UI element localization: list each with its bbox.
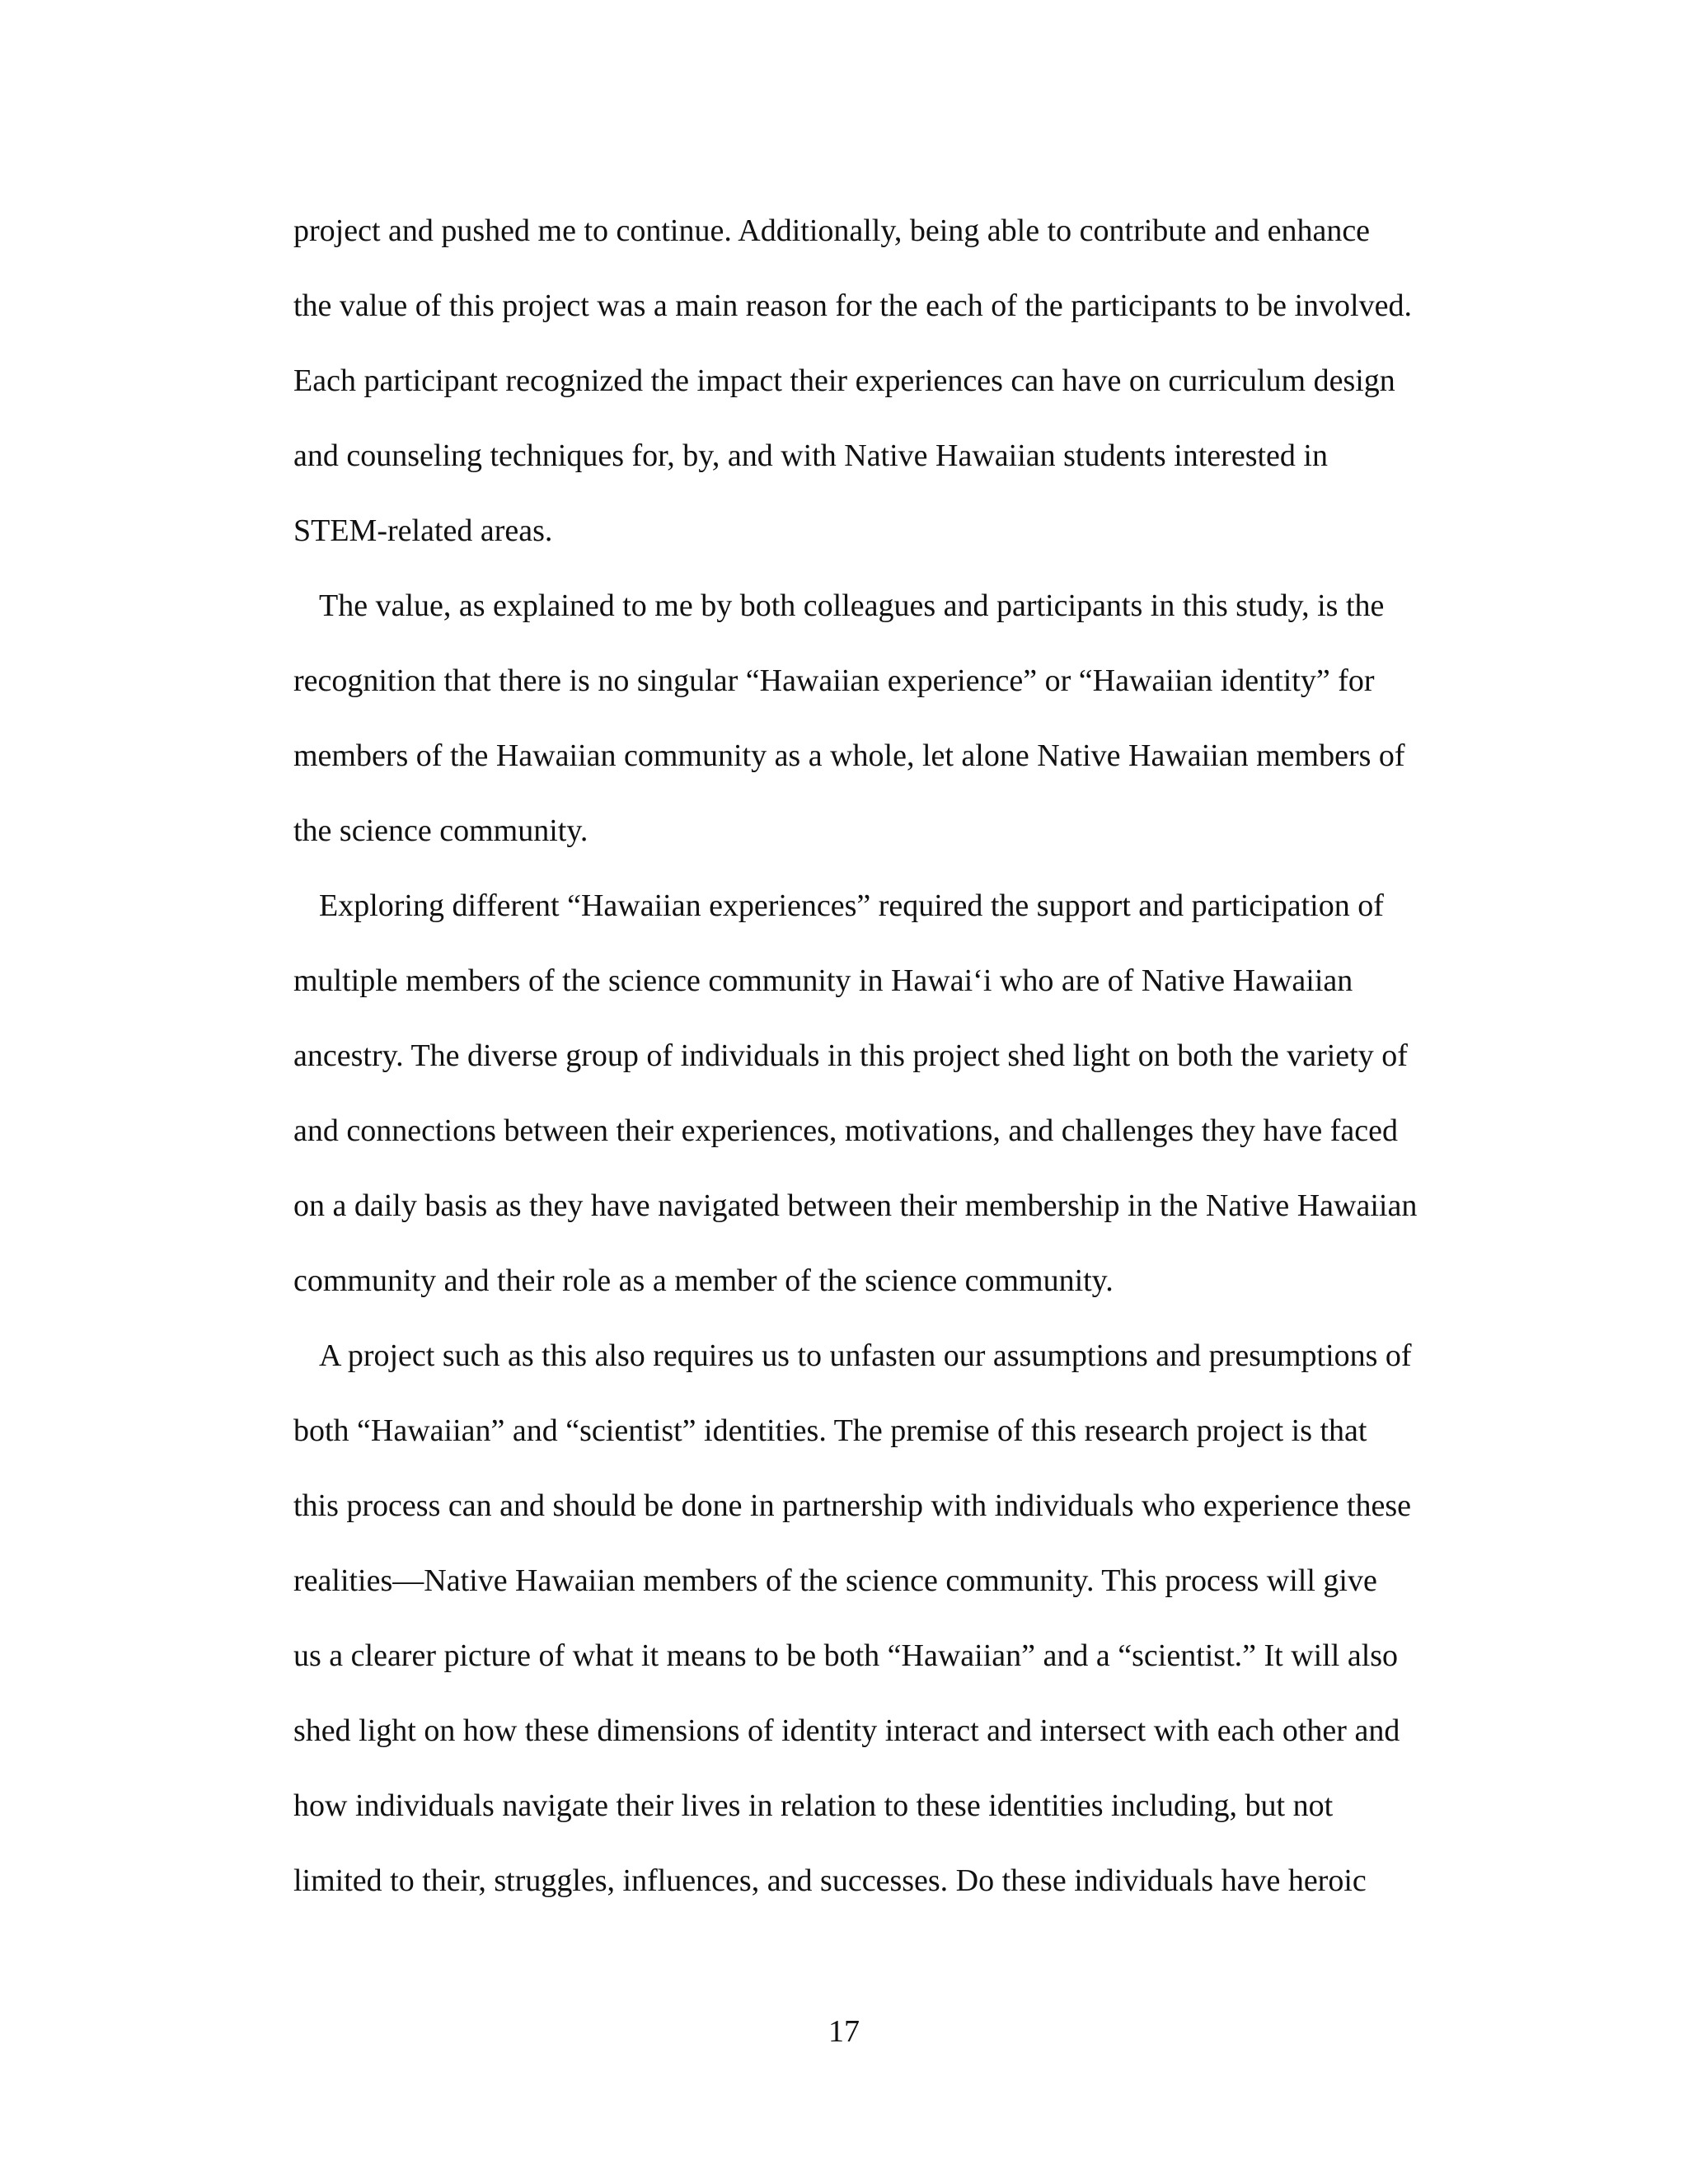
text-line: the science community.: [293, 813, 588, 848]
text-line: STEM-related areas.: [293, 513, 553, 548]
page-number: 17: [828, 2014, 860, 2049]
text-line: multiple members of the science community in Hawai‘i who are of Native Hawaiian: [293, 963, 1353, 998]
paragraph-first-line: The value, as explained to me by both colleagues and participants in this study, is the: [319, 588, 1385, 623]
text-line: recognition that there is no singular “Hawaiian experience” or “Hawaiian identity” for: [293, 663, 1375, 698]
text-line: shed light on how these dimensions of identity interact and intersect with each other and: [293, 1713, 1400, 1748]
text-line: realities—Native Hawaiian members of the science community. This process will give: [293, 1563, 1377, 1598]
text-line: limited to their, struggles, influences, and successes. Do these individuals have heroic: [293, 1863, 1367, 1898]
text-line: and connections between their experiences, motivations, and challenges they have faced: [293, 1113, 1399, 1148]
text-line: this process can and should be done in partnership with individuals who experience these: [293, 1488, 1412, 1523]
text-line: on a daily basis as they have navigated between their membership in the Native Hawaiian: [293, 1188, 1418, 1223]
text-line: Each participant recognized the impact their experiences can have on curriculum design: [293, 363, 1395, 398]
text-line: community and their role as a member of the science community.: [293, 1263, 1114, 1298]
body-text: [293, 194, 1480, 1919]
text-line: project and pushed me to continue. Additionally, being able to contribute and enhance: [293, 213, 1371, 248]
text-line: both “Hawaiian” and “scientist” identities. The premise of this research project is that: [293, 1413, 1367, 1448]
text-line: us a clearer picture of what it means to be both “Hawaiian” and a “scientist.” It will also: [293, 1638, 1399, 1673]
text-line: how individuals navigate their lives in relation to these identities including, but not: [293, 1788, 1334, 1823]
text-line: members of the Hawaiian community as a whole, let alone Native Hawaiian members of: [293, 738, 1405, 773]
text-line: and counseling techniques for, by, and with Native Hawaiian students interested in: [293, 438, 1328, 473]
text-line: the value of this project was a main reason for the each of the participants to be involved.: [293, 288, 1412, 323]
text-line: ancestry. The diverse group of individuals in this project shed light on both the variety of: [293, 1038, 1408, 1073]
paragraph-first-line: Exploring different “Hawaiian experiences” required the support and participation of: [319, 888, 1384, 923]
paragraph-first-line: A project such as this also requires us to unfasten our assumptions and presumptions of: [319, 1338, 1412, 1373]
